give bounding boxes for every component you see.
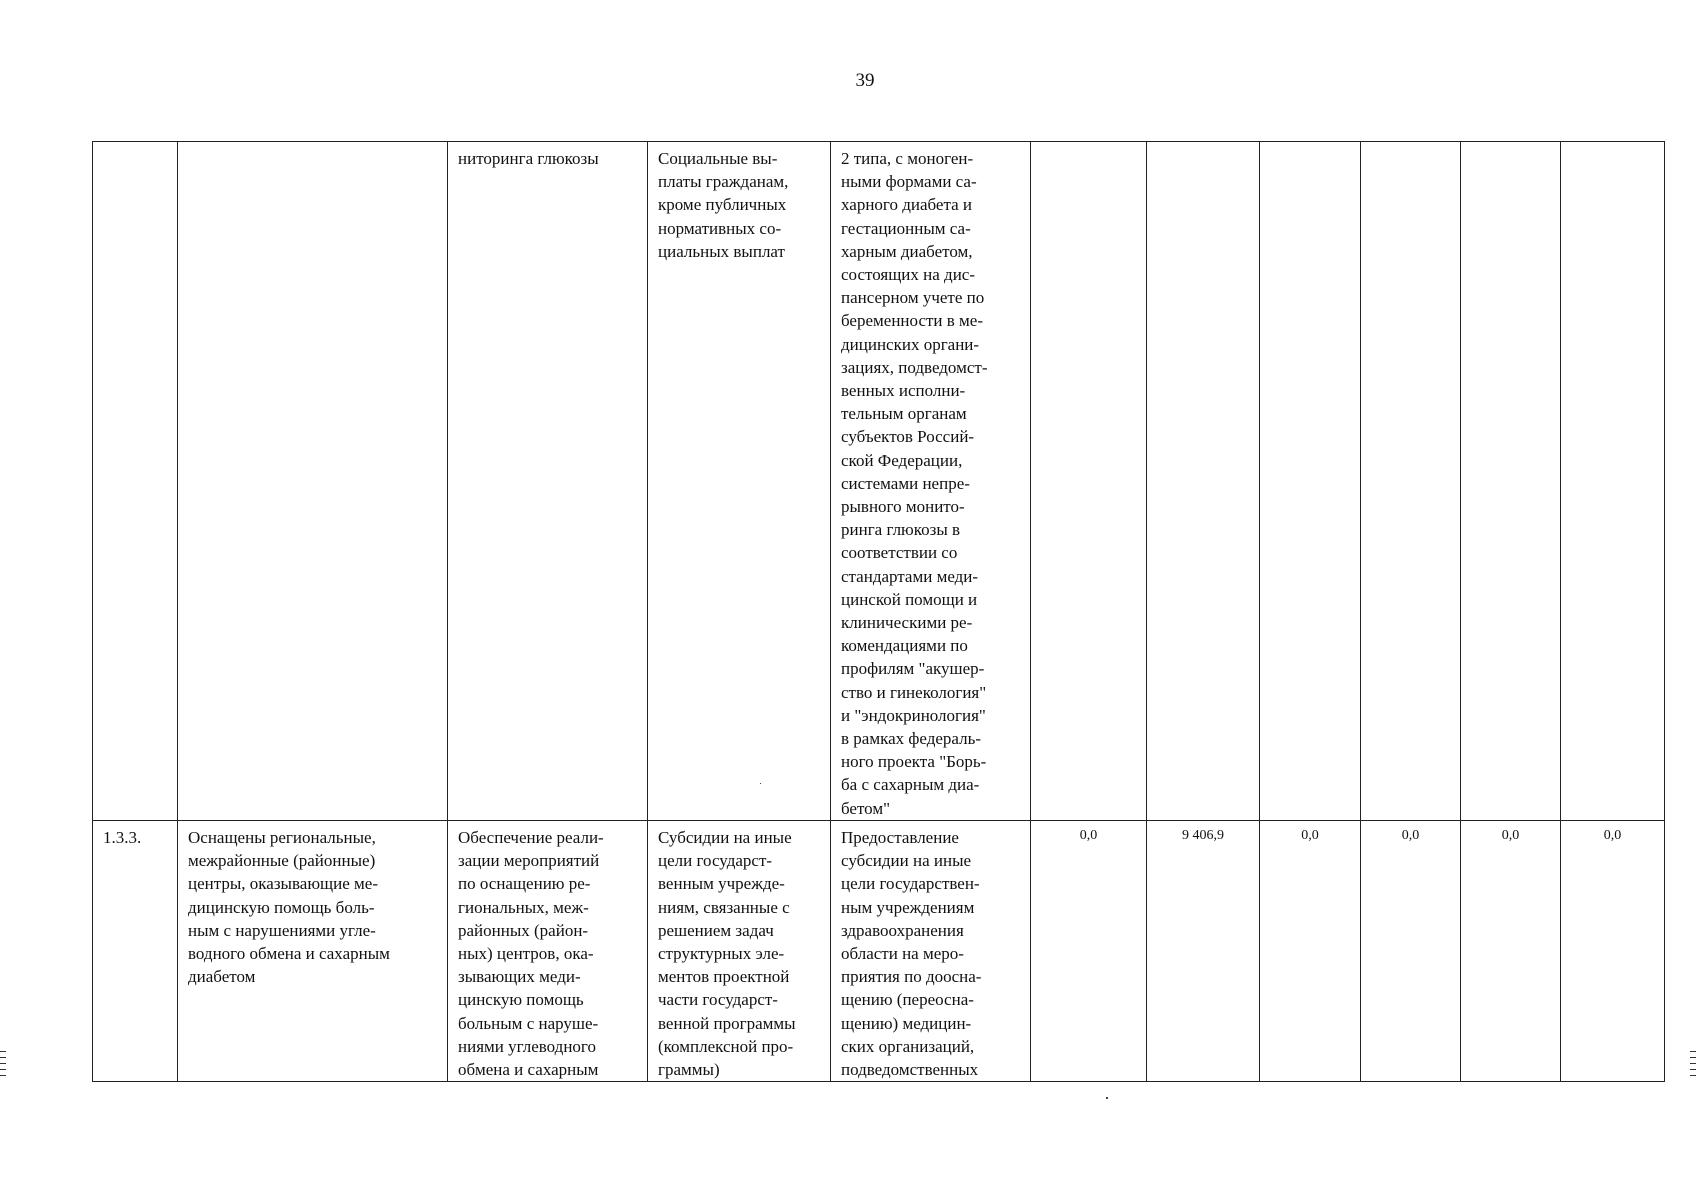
row-code-cell (93, 142, 178, 821)
row-measure-cell: ниторинга глюкозы (448, 142, 648, 821)
row-value-cell: 9 406,9 (1147, 820, 1260, 1081)
scan-edge-marks (1690, 1051, 1696, 1081)
row-value-cell: 0,0 (1260, 820, 1361, 1081)
row-value-cell (1260, 142, 1361, 821)
row-value-cell: 0,0 (1361, 820, 1461, 1081)
row-description-cell: 2 типа, с моноген- ными формами са- харного диабета и гестационным са- харным диабетом, состоящих на дис- пансерном учете по беременности в ме- дицинских органи- зациях, подведомст- венных исполни- тельным органам субъектов Россий- ской Федерации, системами непре- рывного монито- ринга глюкозы в соответствии со стандартами меди- цинской помощи и клиническими ре- комендациями по профилям "акушер- ство и гинекология" и "эндокринология" в рамках федераль- ного проекта "Борь- ба с сахарным диа- бетом" (831, 142, 1031, 821)
row-expense-type-cell: Субсидии на иные цели государст- венным учрежде- ниям, связанные с решением задач структурных эле- ментов проектной части государст- венной программы (комплексной про- граммы) (648, 820, 831, 1081)
row-value-cell (1461, 142, 1561, 821)
row-code-cell: 1.3.3. (93, 820, 178, 1081)
row-value-cell (1031, 142, 1147, 821)
row-value-cell: 0,0 (1461, 820, 1561, 1081)
row-value-cell (1361, 142, 1461, 821)
row-value-cell (1147, 142, 1260, 821)
row-value-cell: 0,0 (1561, 820, 1665, 1081)
row-result-cell: Оснащены региональные, межрайонные (районные) центры, оказывающие ме- дицинскую помощь боль- ным с нарушениями угле- водного обмена и сахарным диабетом (178, 820, 448, 1081)
row-expense-type-cell: Социальные вы- платы гражданам, кроме публичных нормативных со- циальных выплат (648, 142, 831, 821)
scan-edge-marks (0, 1051, 6, 1081)
row-description-cell: Предоставление субсидии на иные цели государствен- ным учреждениям здравоохранения области на меро- приятия по дооcна- щению (переосна- щению) медицин- ских организаций, подведомственных (831, 820, 1031, 1081)
row-result-cell (178, 142, 448, 821)
scan-speck (760, 783, 761, 784)
row-value-cell: 0,0 (1031, 820, 1147, 1081)
table-row (93, 820, 1665, 1081)
page-number: 39 (855, 70, 875, 91)
row-measure-cell: Обеспечение реали- зации мероприятий по оснащению ре- гиональных, меж- районных (район- ных) центров, ока- зывающих меди- цинскую помощь больным с наруше- ниями углеводного обмена и сахарным (448, 820, 648, 1081)
table-row (93, 142, 1665, 821)
scan-speck (1106, 1097, 1108, 1099)
row-value-cell (1561, 142, 1665, 821)
program-table (92, 141, 1665, 1082)
